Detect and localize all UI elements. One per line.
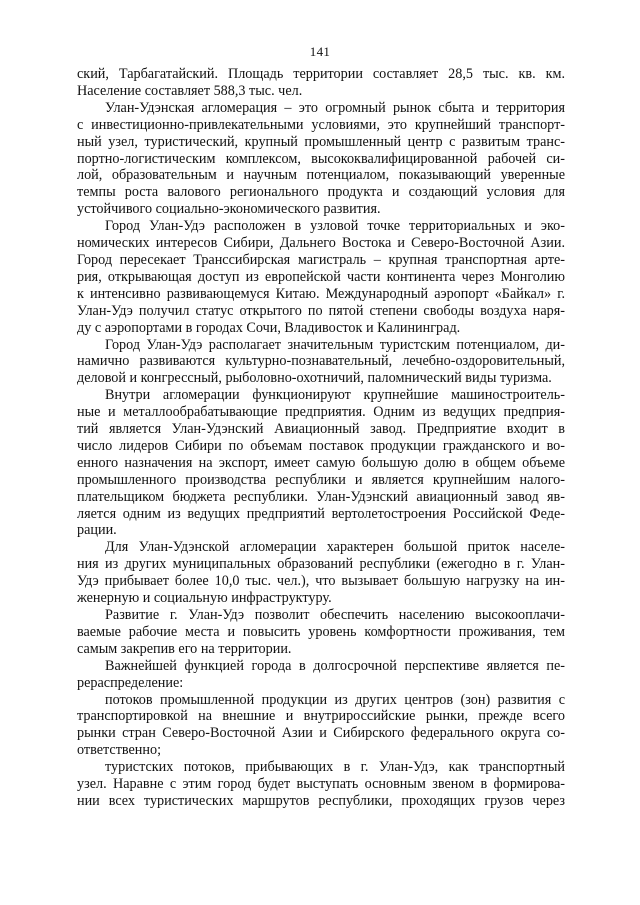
paragraph <box>77 387 565 539</box>
text-line: деловой и конгрессный, рыболовно-охотничий, паломнический виды туризма. <box>77 370 552 387</box>
text-line: Важнейшей функцией города в долгосрочной перспективе является пе- <box>105 657 565 674</box>
paragraph <box>77 607 565 658</box>
text-line: ответственно; <box>77 742 162 759</box>
text-line: Удэ прибывает более 10,0 тыс. чел.), что вызывает большую нагрузку на ин- <box>77 573 565 590</box>
body-text <box>77 66 565 810</box>
text-line: узел. Наравне с этим город будет выступать основным звеном в формирова- <box>77 776 565 793</box>
text-line: ляется одним из ведущих предприятий вертолетостроения Российской Феде- <box>77 505 565 522</box>
text-line: ные и металлообрабатывающие предприятия. Одним из ведущих предприя- <box>77 404 565 421</box>
paragraph <box>77 692 565 760</box>
text-line: транспортировкой на внешние и внутрироссийские рынки, прежде всего <box>77 708 565 725</box>
text-line: намично развиваются культурно-познавательный, лечебно-оздоровительный, <box>77 353 565 370</box>
text-line: промышленного производства республики и является крупнейшим налого- <box>77 471 565 488</box>
text-line: самым закрепив его на территории. <box>77 640 292 657</box>
text-line: рации. <box>77 522 117 539</box>
text-line: ный узел, туристический, крупный промышленный центр с развитым транс- <box>77 133 565 150</box>
text-line: рия, открывающая доступ из европейской части континента через Монголию <box>77 268 565 285</box>
text-line: енного назначения на экспорт, имеет самую большую долю в общем объеме <box>77 454 565 471</box>
text-line: к интенсивно развивающемуся Китаю. Международный аэропорт «Байкал» г. <box>77 285 565 302</box>
paragraph <box>77 66 565 100</box>
text-line: рераспределение: <box>77 674 184 691</box>
text-line: тий является Улан-Удэнский Авиационный завод. Предприятие входит в <box>77 421 565 438</box>
text-line: ния из других муниципальных образований республики (ежегодно в г. Улан- <box>77 556 565 573</box>
paragraph <box>77 218 565 336</box>
text-line: женерную и социальную инфраструктуру. <box>77 590 332 607</box>
text-line: Город Улан-Удэ расположен в узловой точке территориальных и эко- <box>105 218 565 235</box>
paragraph <box>77 539 565 607</box>
text-line: устойчивого социально-экономического развития. <box>77 201 381 218</box>
text-line: с инвестиционно-привлекательными условиями, это крупнейший транспорт- <box>77 116 565 133</box>
text-line: Улан-Удэнская агломерация – это огромный рынок сбыта и территория <box>105 99 565 116</box>
text-line: Население составляет 588,3 тыс. чел. <box>77 82 303 99</box>
text-line: рынки стран Северо-Восточной Азии и Сибирского федерального округа со- <box>77 725 565 742</box>
paragraph <box>77 658 565 692</box>
text-line: ду с аэропортами в городах Сочи, Владивосток и Калининград. <box>77 319 461 336</box>
text-line: Для Улан-Удэнской агломерации характерен большой приток населе- <box>105 539 565 556</box>
text-line: Развитие г. Улан-Удэ позволит обеспечить населению высокооплачи- <box>105 607 565 623</box>
paragraph <box>77 100 565 218</box>
text-line: портно-логистическим комплексом, высококвалифицированной рабочей си- <box>77 150 565 167</box>
text-line: нии всех туристических маршрутов республики, проходящих грузов через <box>77 792 565 809</box>
text-line: Город пересекает Транссибирская магистраль – крупная транспортная арте- <box>77 251 565 268</box>
text-line: номических интересов Сибири, Дальнего Востока и Северо-Восточной Азии. <box>77 235 565 252</box>
text-line: Город Улан-Удэ располагает значительным туристским потенциалом, ди- <box>105 336 565 353</box>
text-line: ваемые рабочие места и повысить уровень комфортности проживания, тем <box>77 623 565 640</box>
paragraph <box>77 337 565 388</box>
text-line: число лидеров Сибири по объемам поставок продукции гражданского и во- <box>77 437 565 454</box>
text-line: Внутри агломерации функционируют крупнейшие машиностроитель- <box>105 387 565 404</box>
paragraph <box>77 759 565 810</box>
page-number: 141 <box>309 44 331 59</box>
text-line: потоков промышленной продукции из других центров (зон) развития с <box>105 691 565 708</box>
text-line: ский, Тарбагатайский. Площадь территории составляет 28,5 тыс. кв. км. <box>77 66 565 82</box>
text-line: темпы роста валового регионального продукта и создающий условия для <box>77 184 565 201</box>
text-line: туристских потоков, прибывающих в г. Улан-Удэ, как транспортный <box>105 759 565 776</box>
text-line: плательщиком бюджета республики. Улан-Удэнский авиационный завод яв- <box>77 488 565 505</box>
text-line: Улан-Удэ получил статус открытого по пятой степени свободы воздуха наря- <box>77 302 565 319</box>
text-line: лой, образовательным и научным потенциалом, показывающий уверенные <box>77 167 565 184</box>
